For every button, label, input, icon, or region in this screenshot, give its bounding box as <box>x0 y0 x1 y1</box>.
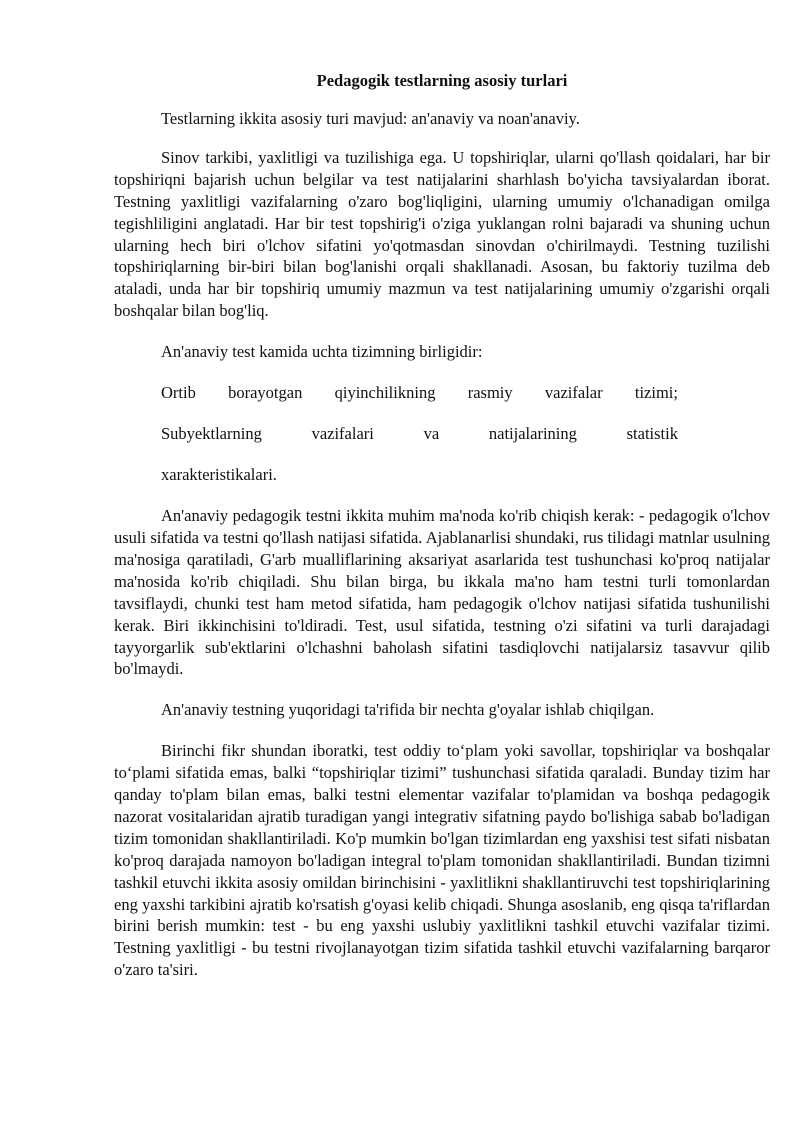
list-word: statistik <box>626 424 678 444</box>
document-title: Pedagogik testlarning asosiy turlari <box>316 71 568 90</box>
list-word: borayotgan <box>228 383 303 403</box>
list-word: Ortib <box>161 383 196 403</box>
list-item-2 <box>161 423 678 445</box>
list-word: rasmiy <box>467 383 513 403</box>
paragraph-first-idea: Birinchi fikr shundan iboratki, test oddiy to‘plam yoki savollar, topshiriqlar va boshqalar to‘plami sifatida emas, balki “topshiriqlar tizimi” tushunchasi sifatida qaraladi. Bunday tizim har qanday to'plam bilan emas, balki testni elementar vazifalar to'plamidan va boshqa pedagogik nazorat vositalaridan ajratib turadigan yangi integrativ sifatning paydo bo'lishiga sabab bo'ladigan tizim tomonidan shakllantiriladi. Ko'p mumkin bo'lgan tizimlardan eng yaxshisi test sifati nisbatan ko'proq darajada namoyon bo'ladigan integral to'plam tomonidan shakllantiriladi. Bundan tizimni tashkil etuvchi ikkita asosiy omildan birinchisini - yaxlitlikni shakllantiruvchi test topshiriqlarining eng yaxshi tarkibini ajratib ko'rsatish g'oyasi kelib chiqadi. Shunga asoslanib, eng qisqa ta'riflardan birini berish mumkin: test - bu eng yaxshi uslubiy yaxlitlikni tashkil etuvchi vazifalar tizimi. Testning yaxlitligi - bu testni rivojlanayotgan tizim sifatida tashkil etuvchi vazifalarning barqaror o'zaro ta'siri. <box>114 741 770 980</box>
intro-paragraph: Testlarning ikkita asosiy turi mavjud: an'anaviy va noan'anaviy. <box>161 109 580 128</box>
list-lead-paragraph: An'anaviy test kamida uchta tizimning birligidir: <box>161 342 483 362</box>
list-word: vazifalar <box>544 383 603 403</box>
list-word: tizimi; <box>634 383 678 403</box>
list-word: va <box>423 424 440 444</box>
list-word: vazifalari <box>311 424 374 444</box>
list-word: natijalarining <box>488 424 577 444</box>
list-word: qiyinchilikning <box>334 383 436 403</box>
list-word: Subyektlarning <box>161 424 262 444</box>
paragraph-ideas: An'anaviy testning yuqoridagi ta'rifida bir nechta g'oyalar ishlab chiqilgan. <box>161 700 655 720</box>
paragraph-structure: Sinov tarkibi, yaxlitligi va tuzilishiga ega. U topshiriqlar, ularni qo'llash qoidalari, har bir topshiriqni bajarish uchun belgilar va test natijalarini sharhlash bo'yicha tavsiyalardan iborat. Testning yaxlitligi vazifalarning o'zaro bog'liqligini, ularning umumiy o'lchanadigan omilga tegishliligini anglatadi. Har bir test topshirig'i o'ziga yuklangan rolni bajaradi va shuning uchun ularning hech biri o'lchov sifatini yo'qotmasdan sinovdan o'chirilmaydi. Testning tuzilishi topshiriqlarning bir-biri bilan bog'lanishi orqali shakllanadi. Asosan, bu faktoriy tuzilma deb ataladi, unda har bir topshiriq umumiy mazmun va test natijalarining umumiy o'zgarishi orqali boshqalar bilan bog'liq. <box>114 147 770 321</box>
list-item-2-continuation: xarakteristikalari. <box>161 465 277 485</box>
document-page <box>114 70 770 981</box>
list-item-1 <box>161 382 678 404</box>
paragraph-meaning: An'anaviy pedagogik testni ikkita muhim ma'noda ko'rib chiqish kerak: - pedagogik o'lchov usuli sifatida va testni qo'llash natijasi sifatida. Ajablanarlisi shundaki, rus tilidagi matnlar usulning ma'nosiga qaratiladi, G'arb mualliflarining aksariyat asarlarida test tushunchasi ko'proq natijalar ma'nosida ko'rib chiqiladi. Shu bilan birga, bu ikkala ma'no ham testni turli tomonlardan tavsiflaydi, chunki test ham metod sifatida, ham pedagogik o'lchov natijasi sifatida tushunilishi kerak. Biri ikkinchisini to'ldiradi. Test, usul sifatida, testning o'zi sifatini va turli darajadagi tayyorgarlik sub'ektlarini o'lchashni baholash sifatini tasdiqlovchi natijalarsiz tasavvur qilib bo'lmaydi. <box>114 506 770 679</box>
